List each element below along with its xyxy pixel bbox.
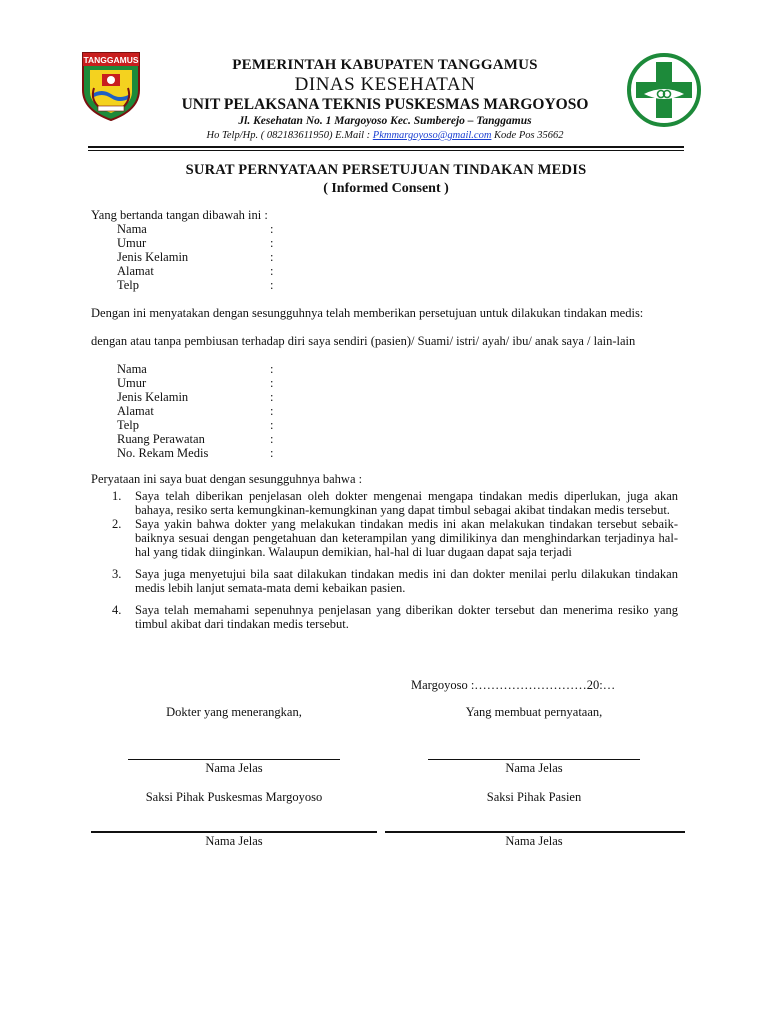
statement-item	[108, 603, 678, 631]
maker-label: Yang membuat pernyataan,	[465, 705, 603, 719]
field-label: Ruang Perawatan	[117, 432, 205, 446]
field-value-slot[interactable]: :	[270, 376, 274, 390]
statement-number: 3.	[112, 567, 122, 581]
header-unit-name: UNIT PELAKSANA TEKNIS PUSKESMAS MARGOYOSO	[181, 96, 589, 113]
header-contact	[150, 130, 620, 141]
field-value-slot[interactable]: :	[270, 250, 274, 264]
document-title: SURAT PERNYATAAN PERSETUJUAN TINDAKAN MEDIS	[185, 162, 587, 178]
field-label: Nama	[117, 362, 147, 376]
statement-list	[108, 489, 678, 631]
place-date: Margoyoso :………………………20:…	[411, 678, 616, 692]
doctor-label: Dokter yang menerangkan,	[166, 705, 302, 719]
field-label: Jenis Kelamin	[117, 250, 189, 264]
statement-text: Saya yakin bahwa dokter yang melakukan tindakan medis ini akan melakukan tindakan tersebut sebaik-baiknya sesuai dengan pengetahuan dan keterampilan yang dimilikinya dan menghindarkan terjadinya hal-hal yang tidak diinginkan. Walaupun demikian, hal-hal di luar dugaan dapat saja terjadi	[135, 517, 678, 559]
field-value-slot[interactable]: :	[270, 404, 274, 418]
statement-text: Saya telah memahami sepenuhnya penjelasan yang diberikan dokter tersebut dan menerima resiko yang timbul akibat dari tindakan medis tersebut.	[135, 603, 678, 631]
field-value-slot[interactable]: :	[270, 446, 274, 460]
statement-item	[108, 489, 678, 517]
section3-intro: Peryataan ini saya buat dengan sesungguhnya bahwa :	[91, 472, 363, 486]
field-label: Nama	[117, 222, 147, 236]
witness-puskesmas-signature-line[interactable]	[91, 831, 377, 833]
tanggamus-emblem-icon	[80, 50, 142, 122]
section2-para1: Dengan ini menyatakan dengan sesungguhnya telah memberikan persetujuan untuk dilakukan tindakan medis:	[91, 306, 644, 320]
contact-suffix: Kode Pos 35662	[491, 130, 564, 141]
doctor-name-label: Nama Jelas	[205, 761, 263, 775]
field-value-slot[interactable]: :	[270, 264, 274, 278]
field-label: Umur	[117, 236, 147, 250]
field-value-slot[interactable]: :	[270, 418, 274, 432]
statement-item	[108, 517, 678, 559]
field-value-slot[interactable]: :	[270, 236, 274, 250]
field-label: No. Rekam Medis	[117, 446, 209, 460]
header-agency-name: DINAS KESEHATAN	[294, 74, 476, 95]
statement-item	[108, 567, 678, 595]
field-value-slot[interactable]: :	[270, 390, 274, 404]
puskesmas-logo-icon	[626, 52, 702, 128]
field-label: Umur	[117, 376, 147, 390]
header-government-name: PEMERINTAH KABUPATEN TANGGAMUS	[232, 57, 538, 73]
email-link[interactable]: Pkmmargoyoso@gmail.com	[372, 130, 492, 141]
maker-name-label: Nama Jelas	[505, 761, 563, 775]
statement-text: Saya juga menyetujui bila saat dilakukan tindakan medis ini dan dokter menilai perlu dilakukan tindakan medis lebih lanjut semata-mata demi kebaikan pasien.	[135, 567, 678, 595]
field-value-slot[interactable]: :	[270, 278, 274, 292]
witness-puskesmas-name-label: Nama Jelas	[205, 834, 263, 848]
field-label: Jenis Kelamin	[117, 390, 189, 404]
field-value-slot[interactable]: :	[270, 432, 274, 446]
section1-intro: Yang bertanda tangan dibawah ini :	[91, 208, 268, 222]
header-divider	[88, 146, 684, 148]
witness-patient-name-label: Nama Jelas	[505, 834, 563, 848]
field-label: Alamat	[117, 264, 154, 278]
witness-puskesmas-label: Saksi Pihak Puskesmas Margoyoso	[145, 790, 323, 804]
document-subtitle: ( Informed Consent )	[323, 181, 449, 196]
maker-signature-line[interactable]	[428, 759, 640, 760]
field-label: Telp	[117, 418, 140, 432]
field-label: Alamat	[117, 404, 154, 418]
statement-number: 2.	[112, 517, 122, 531]
field-value-slot[interactable]: :	[270, 222, 274, 236]
statement-text: Saya telah diberikan penjelasan oleh dokter mengenai mengapa tindakan medis diperlukan, juga akan bahaya, resiko serta kemungkinan-kemungkinan yang dapat timbul sebagai akibat tindakan medis tersebut.	[135, 489, 678, 517]
header-address: Jl. Kesehatan No. 1 Margoyoso Kec. Sumberejo – Tanggamus	[238, 115, 532, 127]
doctor-signature-line[interactable]	[128, 759, 340, 760]
witness-patient-signature-line[interactable]	[385, 831, 685, 833]
emblem-text: TANGGAMUS	[83, 55, 139, 65]
section2-para2: dengan atau tanpa pembiusan terhadap diri saya sendiri (pasien)/ Suami/ istri/ ayah/ ibu/ anak saya / lain-lain	[91, 334, 636, 348]
statement-number: 4.	[112, 603, 122, 617]
contact-prefix: Ho Telp/Hp. ( 082183611950) E.Mail :	[206, 130, 373, 141]
field-value-slot[interactable]: :	[270, 362, 274, 376]
statement-number: 1.	[112, 489, 122, 503]
header-divider-thin	[88, 150, 684, 151]
witness-patient-label: Saksi Pihak Pasien	[486, 790, 582, 804]
field-label: Telp	[117, 278, 140, 292]
